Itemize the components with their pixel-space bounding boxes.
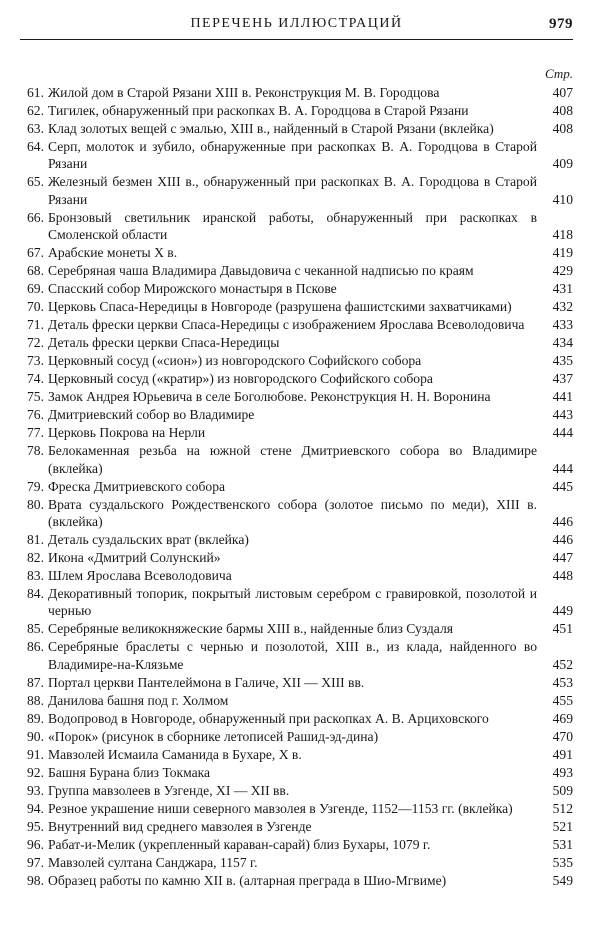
entry-page: 451 xyxy=(552,621,573,637)
entry-number: 72. xyxy=(27,335,44,351)
entry-page: 408 xyxy=(552,103,573,118)
entry-page: 446 xyxy=(552,514,573,530)
entry-number: 79. xyxy=(27,478,44,494)
entry-title: Врата суздальского Рождественского собора (золотое письмо по меди), XIII в. (вклейка) xyxy=(48,496,537,530)
entry-title: Железный безмен XIII в., обнаруженный при раскопках В. А. Городцова в Старой Рязани xyxy=(48,174,537,207)
entry-page: 449 xyxy=(552,603,573,619)
entry-page: 455 xyxy=(552,692,573,708)
entry-title: Спасский собор Мирожского монастыря в Пскове xyxy=(48,281,337,297)
entry-title: Внутренний вид среднего мавзолея в Узгенде xyxy=(48,818,312,834)
entry-number: 73. xyxy=(27,353,44,369)
entry-page: 418 xyxy=(552,227,573,243)
entry-title: Тигилек, обнаруженный при раскопках В. А. Городцова в Старой Рязани xyxy=(48,103,469,118)
entry-number: 69. xyxy=(27,281,44,297)
list-item xyxy=(20,710,573,727)
entry-title: Белокаменная резьба на южной стене Дмитриевского собора во Владимире (вклейка) xyxy=(48,443,537,476)
list-item xyxy=(20,370,573,387)
page-column-heading: Стр. xyxy=(545,66,573,81)
list-item xyxy=(20,478,573,495)
entry-number: 81. xyxy=(27,532,44,548)
entry-title: «Порок» (рисунок в сборнике летописей Рашид-эд-дина) xyxy=(48,728,379,744)
list-item xyxy=(20,442,573,477)
list-item xyxy=(20,406,573,423)
entry-page: 435 xyxy=(552,353,573,369)
list-item xyxy=(20,262,573,279)
entry-number: 67. xyxy=(27,245,44,261)
entry-number: 98. xyxy=(27,872,44,888)
entry-page: 407 xyxy=(552,85,573,100)
list-item xyxy=(20,352,573,369)
entry-number: 92. xyxy=(27,764,44,780)
entry-page: 531 xyxy=(552,836,573,852)
entry-title: Замок Андрея Юрьевича в селе Боголюбове. Реконструкция Н. Н. Воронина xyxy=(48,389,491,405)
entry-number: 61. xyxy=(27,85,44,100)
entry-title: Мавзолей Исмаила Саманида в Бухаре, X в. xyxy=(48,746,302,762)
list-item xyxy=(20,620,573,637)
entry-number: 84. xyxy=(27,586,44,602)
page-number: 979 xyxy=(549,16,573,32)
entry-page: 433 xyxy=(552,317,573,333)
entry-title: Башня Бурана близ Токмака xyxy=(48,764,211,780)
entry-page: 549 xyxy=(552,872,573,888)
entry-number: 83. xyxy=(27,568,44,584)
entry-title: Портал церкви Пантелеймона в Галиче, XII — XIII вв. xyxy=(48,674,365,690)
entry-number: 68. xyxy=(27,263,44,279)
list-item xyxy=(20,746,573,763)
list-item xyxy=(20,872,573,889)
entry-page: 448 xyxy=(552,568,573,584)
entry-number: 94. xyxy=(27,800,44,816)
list-item xyxy=(20,424,573,441)
entry-number: 70. xyxy=(27,299,44,315)
entry-page: 409 xyxy=(552,156,573,172)
entry-page: 447 xyxy=(552,550,573,566)
entry-page: 434 xyxy=(552,335,573,351)
entry-page: 491 xyxy=(552,746,573,762)
entry-page: 470 xyxy=(552,728,573,744)
entry-title: Резное украшение ниши северного мавзолея в Узгенде, 1152—1153 гг. (вклейка) xyxy=(48,800,513,816)
entry-title: Образец работы по камню XII в. (алтарная преграда в Шио-Мгвиме) xyxy=(48,872,447,888)
header-rule xyxy=(20,39,573,40)
entry-title: Данилова башня под г. Холмом xyxy=(48,692,229,708)
entry-number: 88. xyxy=(27,692,44,708)
entry-number: 89. xyxy=(27,710,44,726)
entry-number: 85. xyxy=(27,621,44,637)
list-item xyxy=(20,102,573,119)
entry-title: Арабские монеты X в. xyxy=(48,245,178,261)
entry-title: Дмитриевский собор во Владимире xyxy=(48,407,255,423)
list-item xyxy=(20,854,573,871)
entry-page: 444 xyxy=(552,460,573,476)
entry-page: 453 xyxy=(552,674,573,690)
entry-number: 64. xyxy=(27,139,44,154)
entry-number: 66. xyxy=(27,209,44,225)
list-item xyxy=(20,728,573,745)
entry-number: 97. xyxy=(27,854,44,870)
entry-page: 441 xyxy=(552,389,573,405)
list-item xyxy=(20,585,573,620)
entry-number: 87. xyxy=(27,674,44,690)
entry-page: 444 xyxy=(552,425,573,441)
entry-number: 95. xyxy=(27,818,44,834)
list-item xyxy=(20,800,573,817)
entry-page: 443 xyxy=(552,407,573,423)
illustration-list xyxy=(20,84,573,890)
entry-number: 62. xyxy=(27,103,44,118)
entry-page: 432 xyxy=(552,299,573,315)
entry-number: 82. xyxy=(27,550,44,566)
entry-number: 75. xyxy=(27,389,44,405)
list-item xyxy=(20,209,573,244)
list-item xyxy=(20,836,573,853)
entry-page: 469 xyxy=(552,710,573,726)
entry-title: Мавзолей султана Санджара, 1157 г. xyxy=(48,854,258,870)
entry-page: 446 xyxy=(552,532,573,548)
list-item xyxy=(20,818,573,835)
entry-number: 90. xyxy=(27,728,44,744)
list-item xyxy=(20,84,573,101)
entry-page: 437 xyxy=(552,371,573,387)
list-item xyxy=(20,280,573,297)
entry-page: 521 xyxy=(552,818,573,834)
page-header xyxy=(20,16,573,40)
entry-title: Шлем Ярослава Всеволодовича xyxy=(48,568,232,584)
entry-number: 91. xyxy=(27,746,44,762)
entry-page: 445 xyxy=(552,478,573,494)
entry-title: Бронзовый светильник иранской работы, обнаруженный при раскопках в Смоленской области xyxy=(48,209,537,243)
entry-title: Церковный сосуд («сион») из новгородского Софийского собора xyxy=(48,353,422,369)
list-item xyxy=(20,782,573,799)
entry-title: Жилой дом в Старой Рязани XIII в. Реконструкция М. В. Городцова xyxy=(48,85,440,100)
entry-title: Серп, молоток и зубило, обнаруженные при раскопках В. А. Городцова в Старой Рязани xyxy=(48,139,537,172)
entry-title: Серебряные великокняжеские бармы XIII в., найденные близ Суздаля xyxy=(48,621,453,637)
entry-page: 535 xyxy=(552,854,573,870)
list-item xyxy=(20,138,573,173)
list-item xyxy=(20,173,573,208)
entry-title: Рабат-и-Мелик (укрепленный караван-сарай) близ Бухары, 1079 г. xyxy=(48,836,431,852)
entry-number: 63. xyxy=(27,121,44,136)
entry-page: 408 xyxy=(552,121,573,136)
list-item xyxy=(20,298,573,315)
entry-page: 410 xyxy=(552,191,573,207)
entry-title: Группа мавзолеев в Узгенде, XI — XII вв. xyxy=(48,782,290,798)
list-item xyxy=(20,549,573,566)
entry-number: 77. xyxy=(27,425,44,441)
entry-title: Серебряные браслеты с чернью и позолотой, XIII в., из клада, найденного во Владимире-на-Клязьме xyxy=(48,639,537,672)
list-item xyxy=(20,674,573,691)
entry-title: Деталь суздальских врат (вклейка) xyxy=(48,532,249,548)
entry-page: 512 xyxy=(552,800,573,816)
entry-title: Водопровод в Новгороде, обнаруженный при раскопках А. В. Арциховского xyxy=(48,710,489,726)
list-item xyxy=(20,638,573,673)
entry-number: 65. xyxy=(27,174,44,190)
entry-page: 419 xyxy=(552,245,573,261)
list-item xyxy=(20,334,573,351)
list-item xyxy=(20,388,573,405)
entry-number: 78. xyxy=(27,443,44,459)
entry-title: Деталь фрески церкви Спаса-Нередицы xyxy=(48,335,280,351)
entry-title: Церковь Спаса-Нередицы в Новгороде (разрушена фашистскими захватчиками) xyxy=(48,299,512,315)
entry-title: Фреска Дмитриевского собора xyxy=(48,478,226,494)
entry-number: 80. xyxy=(27,496,44,512)
entry-title: Серебряная чаша Владимира Давыдовича с чеканной надписью по краям xyxy=(48,263,474,279)
entry-number: 93. xyxy=(27,782,44,798)
entry-page: 431 xyxy=(552,281,573,297)
running-title: ПЕРЕЧЕНЬ ИЛЛЮСТРАЦИЙ xyxy=(190,16,403,31)
entry-title: Клад золотых вещей с эмалью, XIII в., найденный в Старой Рязани (вклейка) xyxy=(48,121,494,136)
entry-page: 493 xyxy=(552,764,573,780)
entry-number: 74. xyxy=(27,371,44,387)
entry-page: 509 xyxy=(552,782,573,798)
entry-page: 452 xyxy=(552,656,573,672)
list-item xyxy=(20,692,573,709)
entry-number: 71. xyxy=(27,317,44,333)
entry-number: 76. xyxy=(27,407,44,423)
list-item xyxy=(20,764,573,781)
list-item xyxy=(20,496,573,531)
entry-title: Деталь фрески церкви Спаса-Нередицы с изображением Ярослава Всеволодовича xyxy=(48,317,525,333)
list-item xyxy=(20,244,573,261)
entry-page: 429 xyxy=(552,263,573,279)
entry-number: 86. xyxy=(27,639,44,655)
list-item xyxy=(20,531,573,548)
entry-title: Церковный сосуд («кратир») из новгородского Софийского собора xyxy=(48,371,433,387)
entry-title: Церковь Покрова на Нерли xyxy=(48,425,206,441)
list-item xyxy=(20,316,573,333)
list-item xyxy=(20,120,573,137)
entry-title: Декоративный топорик, покрытый листовым серебром с гравировкой, позолотой и чернью xyxy=(48,586,537,619)
list-item xyxy=(20,567,573,584)
entry-number: 96. xyxy=(27,836,44,852)
entry-title: Икона «Дмитрий Солунский» xyxy=(48,550,221,566)
